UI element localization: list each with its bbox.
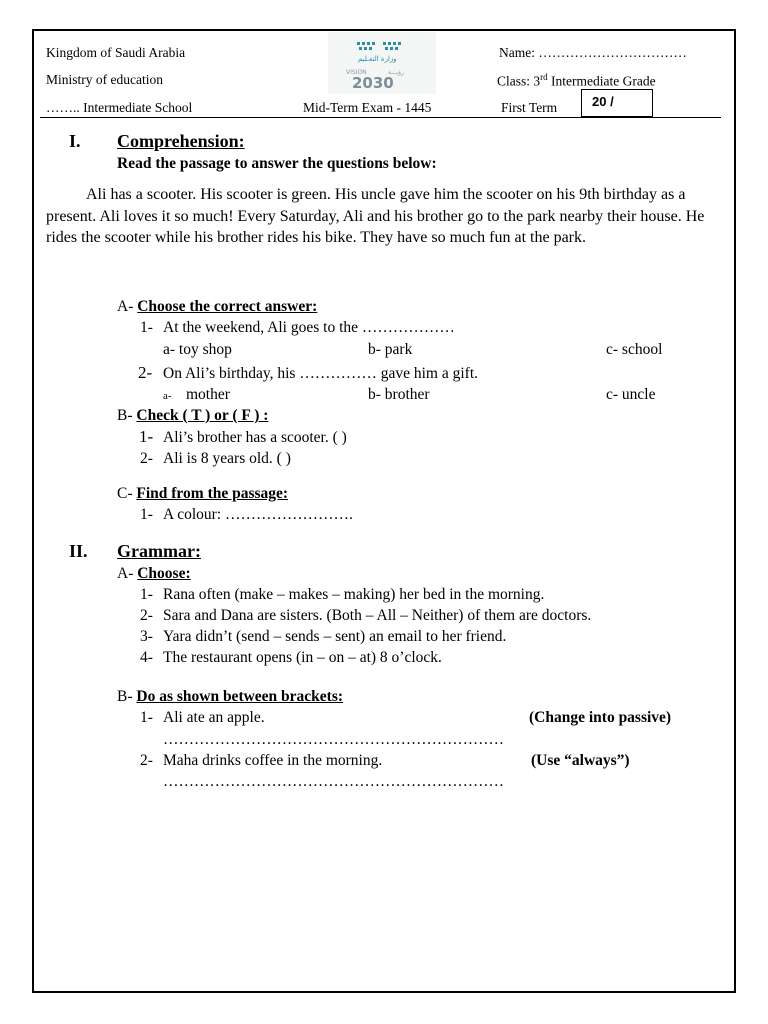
comp-a-q2-number: 2- [138,363,153,382]
grammar-a-item-number: 4- [140,649,153,666]
grammar-b-q1-number: 1- [140,709,153,726]
comp-part-c-heading: C- Find from the passage: [117,485,289,502]
grammar-b-q1-text: Ali ate an apple. [163,709,265,726]
grammar-a-item-number: 3- [140,628,153,645]
section-1-title: Comprehension: [117,131,245,151]
comp-a-q2-text: On Ali’s birthday, his …………… gave him a gift. [163,365,478,382]
school-label: …….. Intermediate School [46,100,193,115]
logo-vision-ar-text: رؤيـــة [388,69,404,76]
comp-a-q1-option-c[interactable]: c- school [606,341,663,358]
name-field[interactable]: Name: …………………………… [499,45,687,60]
country-label: Kingdom of Saudi Arabia [46,45,186,60]
comp-a-q1-option-b[interactable]: b- park [368,341,413,358]
comp-a-q2-option-a[interactable]: mother [186,386,230,403]
grammar-a-item-text[interactable]: Rana often (make – makes – making) her bed in the morning. [163,586,545,603]
comp-a-q1-text: At the weekend, Ali goes to the ……………… [163,319,455,336]
exam-label: Mid-Term Exam - 1445 [303,100,432,115]
score-box: 20 / [581,89,653,117]
grammar-a-item-text[interactable]: Yara didn’t (send – sends – sent) an email to her friend. [163,628,507,645]
section-1-number: I. [69,131,81,151]
comp-c-q1-number: 1- [140,506,153,523]
grammar-b-q1-instruction: (Change into passive) [529,709,672,726]
comp-c-q1-text[interactable]: A colour: ……………………. [163,506,353,523]
comp-part-b-heading: B- Check ( T ) or ( F ) : [117,407,269,424]
grammar-b-q1-answer-line[interactable]: ………………………………………………………… [163,731,504,748]
grammar-a-item-text[interactable]: Sara and Dana are sisters. (Both – All – Neither) of them are doctors. [163,607,592,624]
grammar-b-q2-instruction: (Use “always”) [531,752,630,769]
logo-year-text: 2030 [352,74,394,92]
logo-arabic-text: وزارة التعـليم [358,55,397,63]
grammar-a-item-number: 2- [140,607,153,624]
exam-page-border [32,29,736,993]
comp-a-q1-number: 1- [140,319,153,336]
comp-a-q2-option-c[interactable]: c- uncle [606,386,656,403]
grammar-a-item-number: 1- [140,586,153,603]
grammar-a-item-text[interactable]: The restaurant opens (in – on – at) 8 o’clock. [163,649,442,666]
reading-passage: Ali has a scooter. His scooter is green. His uncle gave him the scooter on his 9th birthday as a present. Ali loves it so much! Every Saturday, Ali and his brother go to the park nearby their house. He rides the scooter while his brother rides his bike. They have so much fun at the park. [46,186,705,246]
ministry-logo [328,32,436,94]
comp-a-q1-option-a[interactable]: a- toy shop [163,341,232,358]
comp-b-q1-number: 1- [139,427,154,446]
grammar-b-q2-text: Maha drinks coffee in the morning. [163,752,383,769]
grammar-b-q2-answer-line[interactable]: ………………………………………………………… [163,773,504,790]
grammar-b-q2-number: 2- [140,752,153,769]
grammar-part-b-heading: B- Do as shown between brackets: [117,688,344,705]
comp-b-q2-text[interactable]: Ali is 8 years old. ( ) [163,450,291,467]
section-2-title: Grammar: [117,541,201,561]
comprehension-instruction: Read the passage to answer the questions below: [117,155,437,172]
grammar-part-a-heading: A- Choose: [117,565,191,582]
comp-part-a-heading: A- Choose the correct answer: [117,298,318,315]
term-label: First Term [501,100,558,115]
comp-b-q1-text[interactable]: Ali’s brother has a scooter. ( ) [163,429,347,446]
comp-b-q2-number: 2- [140,450,153,467]
comp-a-q2-option-a-letter: a- [163,390,172,402]
header-divider [40,117,721,118]
logo-vision-text: VISION [346,69,367,76]
section-2-number: II. [69,541,88,561]
comp-a-q2-option-b[interactable]: b- brother [368,386,430,403]
class-label: Class: 3rd Intermediate Grade [497,72,656,89]
ministry-label: Ministry of education [46,72,163,87]
